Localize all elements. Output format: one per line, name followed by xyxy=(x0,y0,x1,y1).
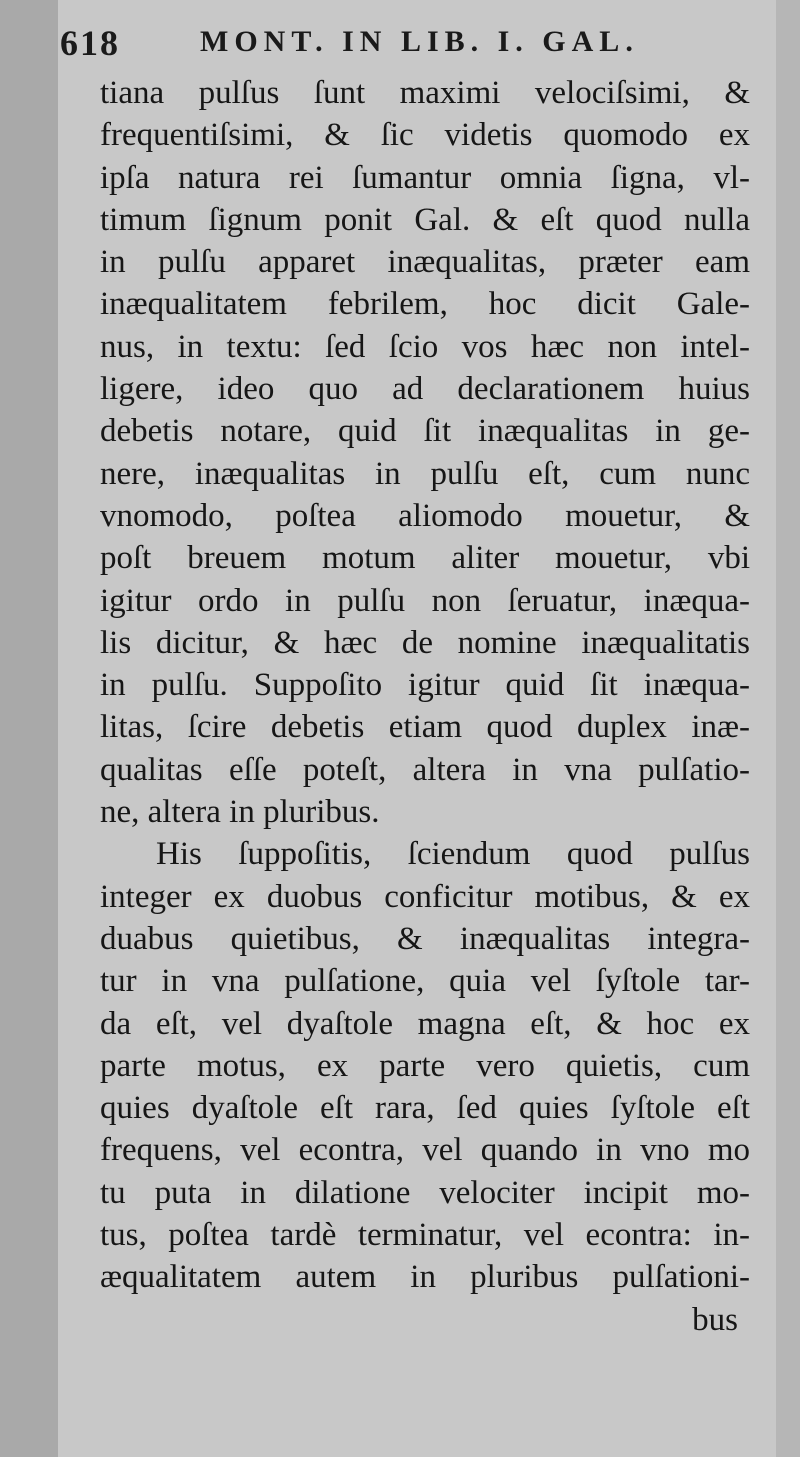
text-line: inæqualitatem febrilem, hoc dicit Gale- xyxy=(100,286,750,323)
text-line: nere, inæqualitas in pulſu eſt, cum nunc xyxy=(100,455,750,492)
text-line: da eſt, vel dyaſtole magna eſt, & hoc ex xyxy=(100,1005,750,1042)
paragraph-start-line: His ſuppoſitis, ſciendum quod pulſus xyxy=(156,836,750,873)
text-line: frequentiſsimi, & ſic videtis quomodo ex xyxy=(100,117,750,154)
text-line: timum ſignum ponit Gal. & eſt quod nulla xyxy=(100,201,750,238)
text-line: poſt breuem motum aliter mouetur, vbi xyxy=(100,540,750,577)
text-line: tur in vna pulſatione, quia vel ſyſtole tar- xyxy=(100,963,750,1000)
text-line: lis dicitur, & hæc de nomine inæqualitatis xyxy=(100,624,750,661)
text-line: qualitas eſſe poteſt, altera in vna pulſatio- xyxy=(100,751,750,788)
page-header xyxy=(60,22,760,66)
text-line: igitur ordo in pulſu non ſeruatur, inæqua- xyxy=(100,582,750,619)
page-edge xyxy=(776,0,800,1457)
text-line: tu puta in dilatione velociter incipit mo- xyxy=(100,1174,750,1211)
text-line: æqualitatem autem in pluribus pulſationi- xyxy=(100,1259,750,1296)
catchword: bus xyxy=(692,1301,738,1338)
text-line: quies dyaſtole eſt rara, ſed quies ſyſtole eſt xyxy=(100,1090,750,1127)
text-line: litas, ſcire debetis etiam quod duplex inæ- xyxy=(100,709,750,746)
text-line: integer ex duobus conficitur motibus, & ex xyxy=(100,878,750,915)
paragraph-end-line: ne, altera in pluribus. xyxy=(100,794,380,831)
text-line: parte motus, ex parte vero quietis, cum xyxy=(100,1047,750,1084)
running-head: MONT. IN LIB. I. GAL. xyxy=(200,25,639,58)
text-line: in pulſu apparet inæqualitas, præter eam xyxy=(100,244,750,281)
text-line: duabus quietibus, & inæqualitas integra- xyxy=(100,920,750,957)
text-line: ipſa natura rei ſumantur omnia ſigna, vl- xyxy=(100,159,750,196)
page-number: 618 xyxy=(60,23,120,63)
page-gutter xyxy=(0,0,58,1457)
text-line: nus, in textu: ſed ſcio vos hæc non intel- xyxy=(100,328,750,365)
text-line: debetis notare, quid ſit inæqualitas in ge- xyxy=(100,413,750,450)
text-line: tiana pulſus ſunt maximi velociſsimi, & xyxy=(100,75,750,111)
text-line: tus, poſtea tardè terminatur, vel econtra: in- xyxy=(100,1217,750,1254)
text-line: ligere, ideo quo ad declarationem huius xyxy=(100,371,750,408)
text-line: frequens, vel econtra, vel quando in vno mo xyxy=(100,1132,750,1169)
text-line: vnomodo, poſtea aliomodo mouetur, & xyxy=(100,497,750,534)
body-text xyxy=(100,72,750,1341)
text-line: in pulſu. Suppoſito igitur quid ſit inæqua- xyxy=(100,667,750,704)
